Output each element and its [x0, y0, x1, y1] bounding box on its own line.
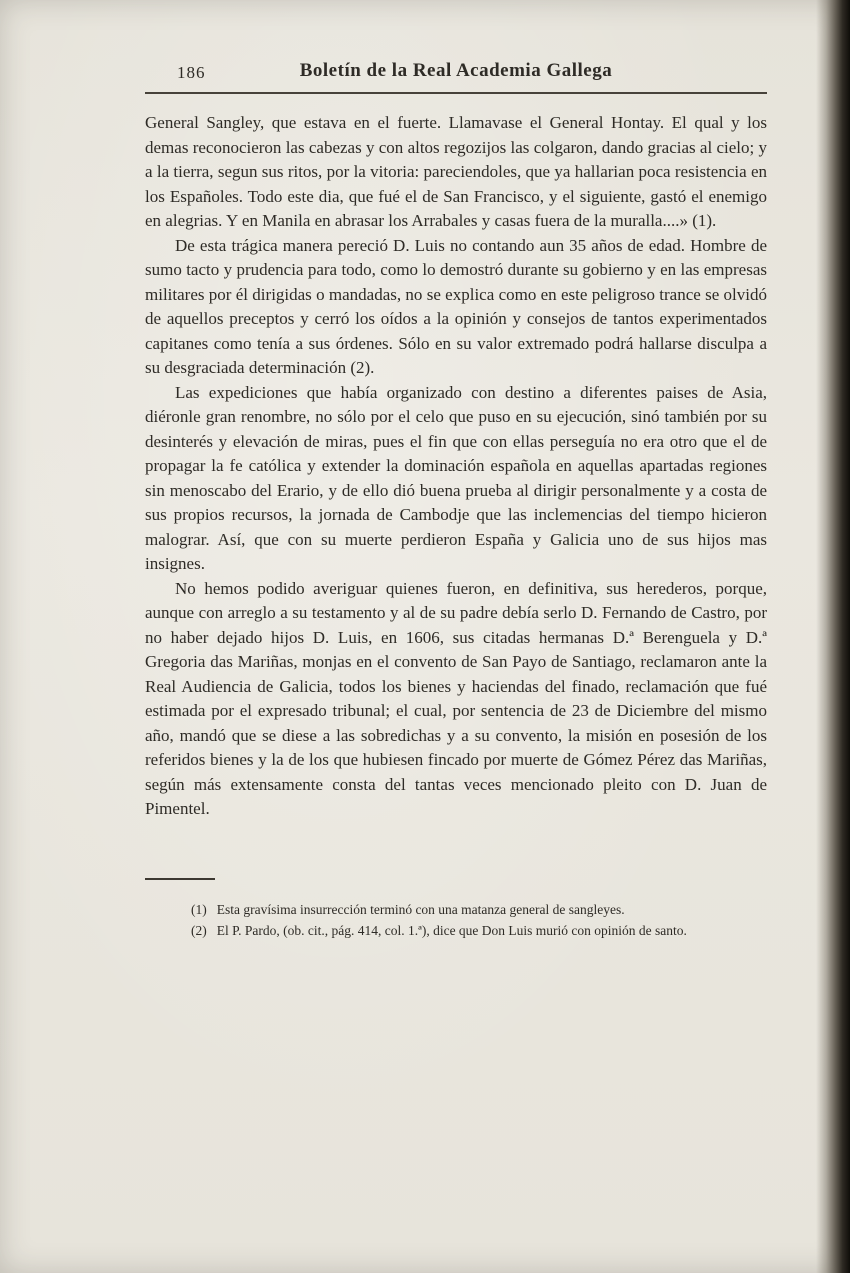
page-header [145, 60, 767, 88]
footnote-marker: (1) [191, 901, 207, 917]
header-title: Boletín de la Real Academia Gallega [299, 60, 613, 81]
paragraph: Las expediciones que había organizado con destino a diferentes paises de Asia, diéronle gran renombre, no sólo por el celo que puso en su ejecución, sinó también por su desinterés y elevación de miras, pues el fin que con ellas perseguía no era otro que el de propagar la fe católica y extender la dominación española en aquellas apartadas regiones sin menoscabo del Erario, y de ello dió buena prueba al dirigir personalmente y a costa de sus propios recursos, la jornada de Cambodje que las inclemencias del tiempo hicieron malograr. Así, que con su muerte perdieron España y Galicia uno de sus hijos mas insignes. [145, 382, 767, 573]
book-gutter-shadow [816, 0, 850, 1273]
footnote-marker: (2) [191, 922, 207, 938]
footnotes [145, 900, 767, 940]
footnote-text: Esta gravísima insurrección terminó con una matanza general de sangleyes. [216, 901, 625, 917]
header-rule [145, 92, 767, 94]
body-text [145, 111, 767, 822]
footnote-text: El P. Pardo, (ob. cit., pág. 414, col. 1.ª), dice que Don Luis murió con opinión de santo. [216, 922, 687, 938]
page-number: 186 [177, 63, 206, 82]
footnote [173, 900, 767, 919]
paragraph: De esta trágica manera pereció D. Luis no contando aun 35 años de edad. Hombre de sumo tacto y prudencia para todo, como lo demostró durante su gobierno y en las empresas militares por él dirigidas o mandadas, no se explica como en este peligroso trance se olvidó de aquellos preceptos y cerró los oídos a la opinión y consejos de tantos experimentados capitanes como tenía a sus órdenes. Sólo en su valor extremado podrá hallarse disculpa a su desgraciada determinación (2). [145, 235, 767, 377]
footnote [173, 921, 767, 940]
paragraph: General Sangley, que estava en el fuerte. Llamavase el General Hontay. El qual y los demas reconocieron las cabezas y con altos regozijos las colgaron, dando gracias al cielo; y a la tierra, segun sus ritos, por la vitoria: pareciendoles, que ya hallarian poca resistencia en los Españoles. Todo este dia, que fué el de San Francisco, y el siguiente, gastó el enemigo en alegrias. Y en Manila en abrasar los Arrabales y casas fuera de la muralla....» (1). [145, 113, 767, 230]
footnote-separator [145, 878, 215, 880]
paragraph: No hemos podido averiguar quienes fueron, en definitiva, sus herederos, porque, aunque con arreglo a su testamento y al de su padre debía serlo D. Fernando de Castro, por no haber dejado hijos D. Luis, en 1606, sus citadas hermanas D.ª Berenguela y D.ª Gregoria das Mariñas, monjas en el convento de San Payo de Santiago, reclamaron ante la Real Audiencia de Galicia, todos los bienes y haciendas del finado, reclamación que fué estimada por el expresado tribunal; el cual, por sentencia de 23 de Diciembre del mismo año, mandó que se diese a las sobredichas y a su convento, la misión en posesión de los referidos bienes y la de los que hubiesen fincado por muerte de Gómez Pérez das Mariñas, según más extensamente consta del tantas veces mencionado pleito con D. Juan de Pimentel. [145, 578, 767, 818]
page-content [145, 60, 767, 942]
